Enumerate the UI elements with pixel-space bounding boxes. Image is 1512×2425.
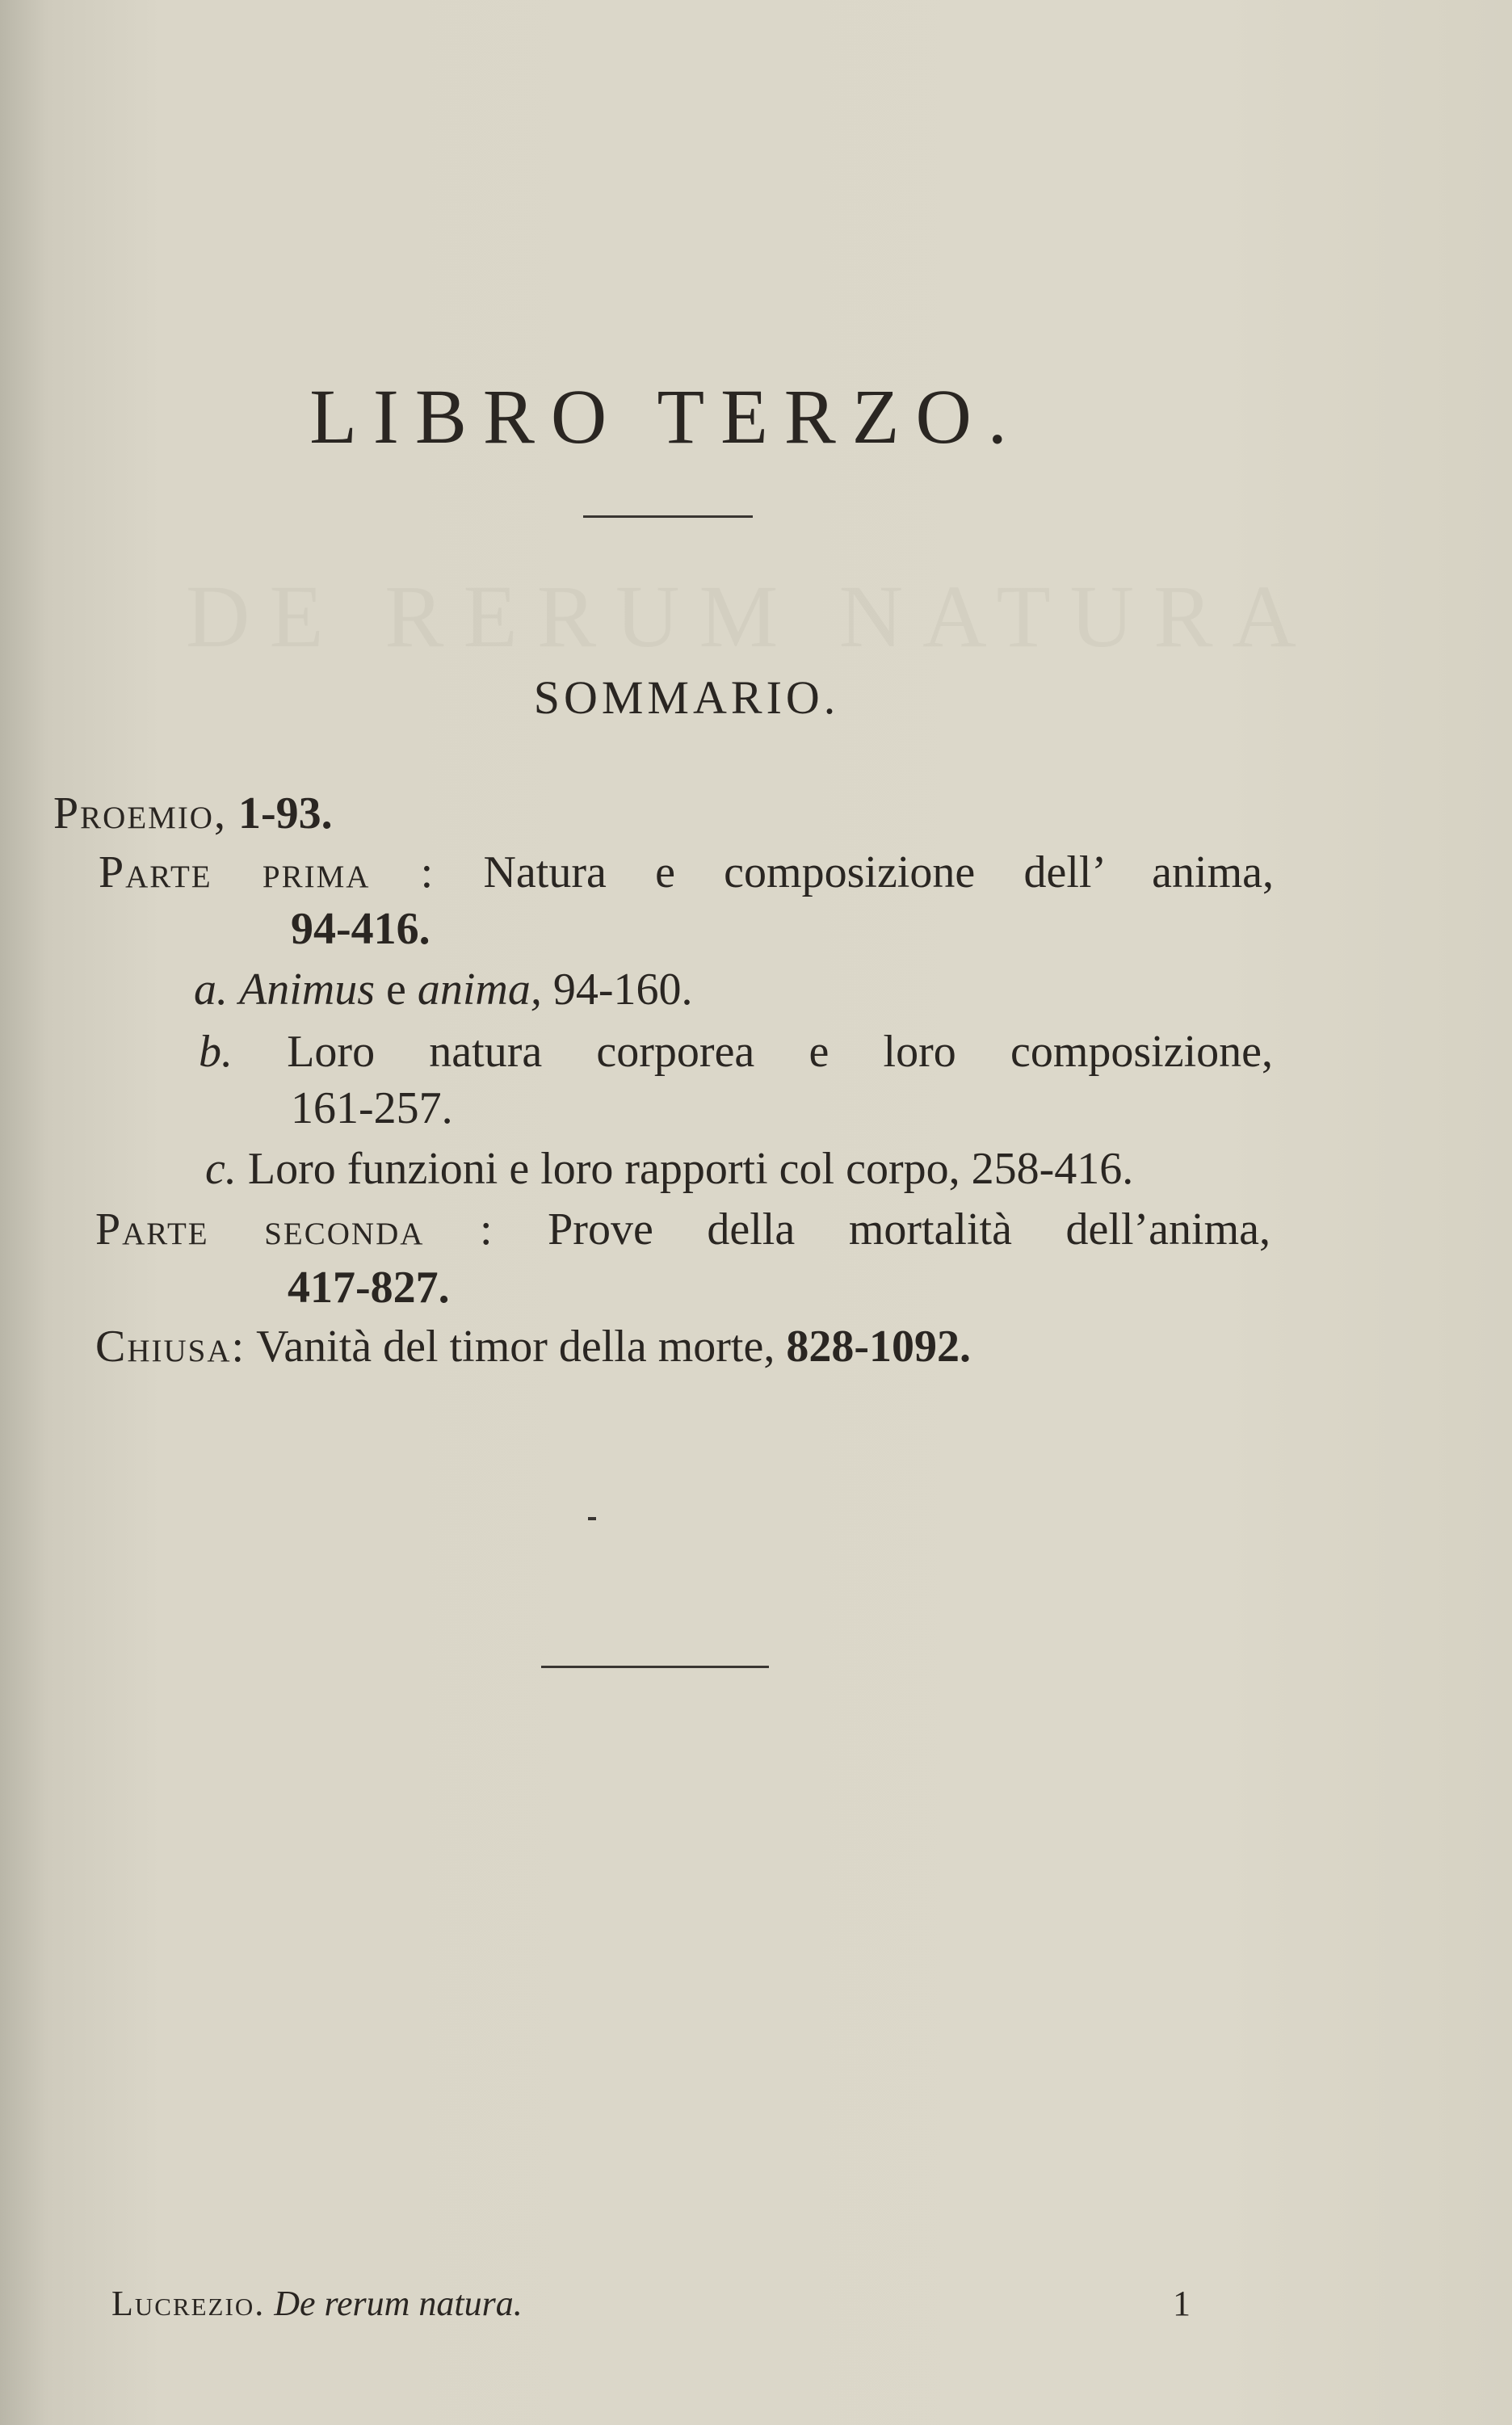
sub-entry-b [199,1026,1273,1078]
running-footer [111,2283,523,2324]
entry-proemio [53,788,333,839]
parte-seconda-range: 417-827. [288,1263,450,1313]
sub-b-text: Loro natura corporea e loro composizione, [287,1027,1274,1077]
sub-c-text: Loro funzioni e loro rapporti col corpo, 258-416. [247,1144,1134,1194]
parte-seconda-label: Parte seconda : [95,1204,494,1255]
sub-a-animus: Animus [239,965,375,1015]
title-rule [583,515,753,518]
entry-parte-prima [99,847,1274,898]
chiusa-label: Chiusa: [95,1322,246,1372]
bleed-through-text: DE RERUM NATURA [186,567,1316,666]
parte-prima-range: 94-416. [291,904,430,954]
sub-a-letter: a. [194,965,228,1015]
sub-b-letter: b. [199,1027,233,1077]
parte-seconda-text: Prove della mortalità dell’anima, [548,1204,1271,1255]
section-end-rule [541,1666,769,1668]
sub-entry-c [205,1143,1133,1195]
sub-a-conjunction: e [375,965,418,1015]
chiusa-text: Vanità del timor della morte, [256,1322,775,1372]
sub-a-range: 94-160. [541,965,693,1015]
sub-a-anima: anima, [417,965,542,1015]
page-number: 1 [1173,2284,1191,2323]
sub-entry-a [194,964,693,1015]
entry-parte-seconda [95,1204,1270,1255]
parte-prima-text: Natura e composizione dell’ anima, [483,847,1275,897]
sub-b-range: 161-257. [291,1083,453,1133]
footer-author: Lucrezio. [111,2284,266,2323]
entry-chiusa [95,1321,971,1372]
proemio-label: Proemio, [53,788,227,838]
ornament-dot [588,1517,596,1520]
book-title: LIBRO TERZO. [309,373,1023,460]
summary-heading: SOMMARIO. [533,671,840,724]
sub-c-letter: c. [205,1144,237,1194]
chiusa-range: 828-1092. [786,1322,971,1372]
footer-work: De rerum natura. [274,2284,523,2323]
parte-prima-label: Parte prima : [99,847,435,897]
proemio-range: 1-93. [237,788,333,838]
